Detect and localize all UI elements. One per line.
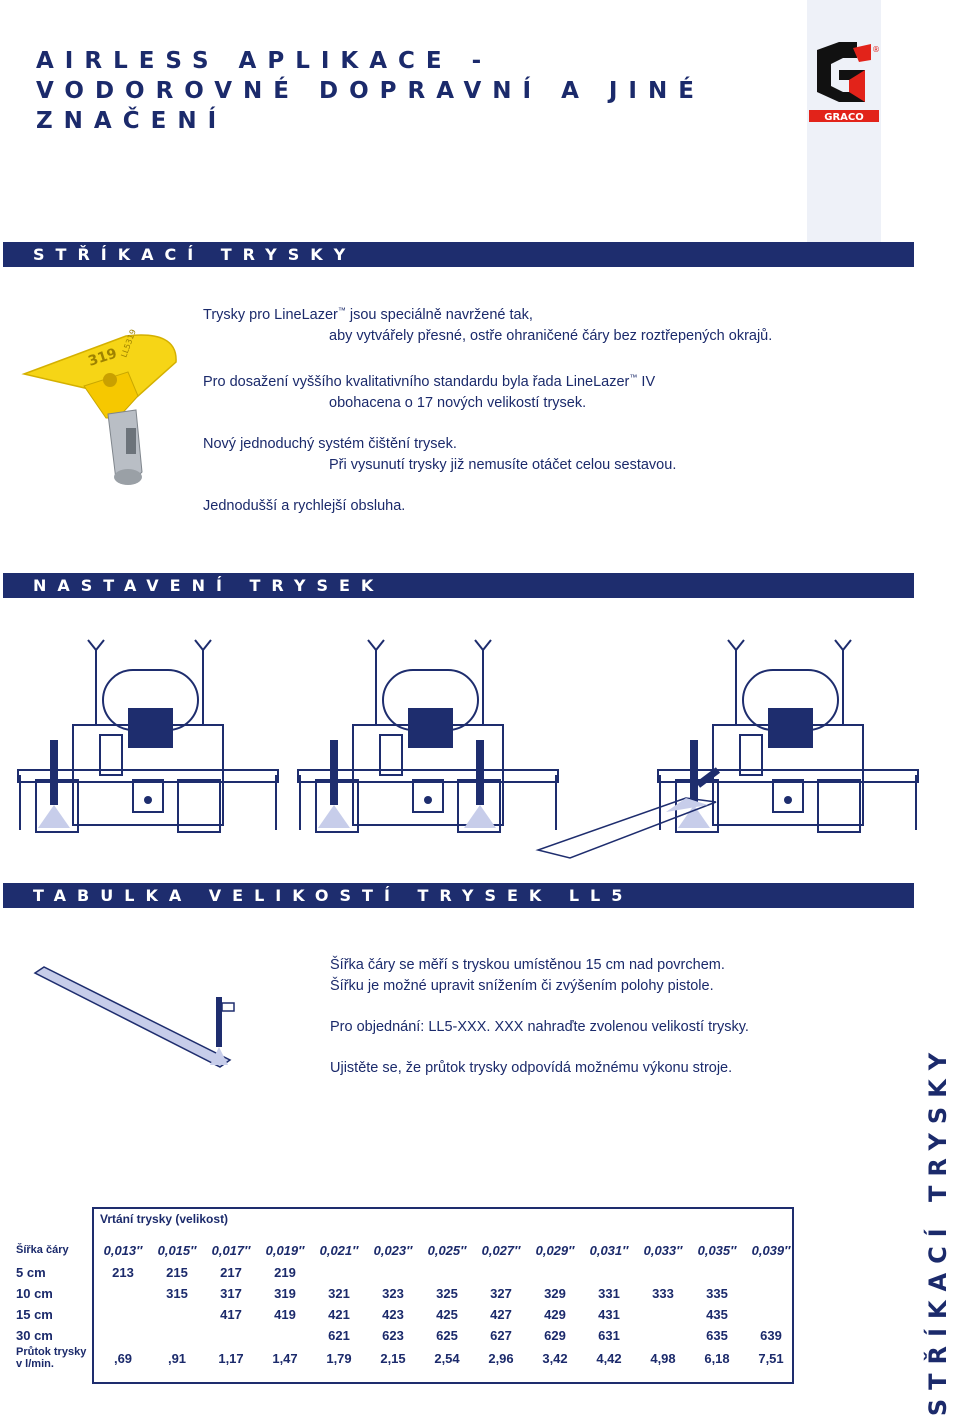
col-header: 0,013″ (103, 1242, 143, 1258)
table-cell: 621 (328, 1328, 350, 1343)
table-cell: 315 (166, 1286, 188, 1301)
table-cell (636, 1262, 690, 1283)
flow-label (14, 1346, 96, 1370)
info-line-2: Šířku je možné upravit snížením či zvýšením polohy pistole. (330, 978, 714, 994)
table-cell: 435 (706, 1307, 728, 1322)
col-header: 0,039″ (751, 1242, 791, 1258)
table-cell: 327 (490, 1286, 512, 1301)
table-cell: 625 (436, 1328, 458, 1343)
section-bar-table: TABULKA VELIKOSTÍ TRYSEK LL5 (3, 883, 914, 908)
flow-label-2: v l/min. (16, 1358, 54, 1370)
table-cell (366, 1262, 420, 1283)
table-cell (420, 1262, 474, 1283)
table-cell (96, 1325, 150, 1346)
table-cell: 417 (220, 1307, 242, 1322)
intro-p4: Jednodušší a rychlejší obsluha. (203, 497, 406, 514)
table-cell (528, 1262, 582, 1283)
title-line-3: ZNAČENÍ (36, 108, 228, 134)
graco-logo (809, 40, 879, 122)
flow-cell: 7,51 (758, 1350, 784, 1366)
table-row (14, 1283, 798, 1304)
col-header: 0,023″ (373, 1242, 413, 1258)
table-cell (96, 1283, 150, 1304)
intro-p2c: obohacena o 17 nových velikostí trysek. (329, 394, 587, 411)
trademark: ™ (337, 306, 346, 315)
intro-p1c: aby vytvářely přesné, ostře ohraničené čáry bez roztřepených okrajů. (329, 327, 773, 344)
table-cell: 419 (274, 1307, 296, 1322)
flow-cell: ,91 (167, 1350, 187, 1366)
info-line-4: Ujistěte se, že průtok trysky odpovídá možnému výkonu stroje. (330, 1060, 733, 1076)
tip-size-table (14, 1238, 798, 1370)
logo-text: GRACO (824, 112, 864, 123)
flow-cell: 4,98 (650, 1350, 676, 1366)
table-cell: 215 (166, 1265, 188, 1280)
intro-text (203, 300, 772, 517)
table-row (14, 1262, 798, 1283)
table-cell: 429 (544, 1307, 566, 1322)
flow-cell: 2,96 (488, 1350, 514, 1366)
tip-label-side: LL5319 (119, 328, 138, 359)
table-cell: 319 (274, 1286, 296, 1301)
table-cell: 431 (598, 1307, 620, 1322)
table-cell (636, 1304, 690, 1325)
intro-p1b: jsou speciálně navržené tak, (345, 306, 533, 323)
section-bar-setup: NASTAVENÍ TRYSEK (3, 573, 914, 598)
table-cell: 335 (706, 1286, 728, 1301)
row-label-header: Šířka čáry (16, 1244, 69, 1256)
table-cell: 423 (382, 1307, 404, 1322)
table-cell (474, 1262, 528, 1283)
table-cell (312, 1262, 366, 1283)
flow-cell: 6,18 (704, 1350, 730, 1366)
col-header: 0,019″ (265, 1242, 305, 1258)
table-cell: 623 (382, 1328, 404, 1343)
registered-mark: ® (872, 45, 880, 54)
intro-p2a: Pro dosažení vyššího kvalitativního standardu byla řada LineLazer (203, 373, 630, 390)
title-line-2: VODOROVNÉ DOPRAVNÍ A JINÉ (36, 78, 705, 104)
table-cell (690, 1262, 744, 1283)
page-title (36, 46, 705, 136)
flow-cell: 3,42 (542, 1350, 568, 1366)
flow-cell: 1,47 (272, 1350, 298, 1366)
table-cell: 635 (706, 1328, 728, 1343)
col-header: 0,025″ (427, 1242, 467, 1258)
spray-tip-illustration (18, 322, 188, 497)
table-header-label: Vrtání trysky (velikost) (100, 1212, 229, 1226)
table-cell (96, 1304, 150, 1325)
col-header: 0,031″ (589, 1242, 629, 1258)
machine-setup-illustrations (18, 630, 938, 860)
table-row (14, 1304, 798, 1325)
table-cell (582, 1262, 636, 1283)
table-cell: 329 (544, 1286, 566, 1301)
title-line-1: AIRLESS APLIKACE - (36, 48, 493, 74)
row-label: 15 cm (16, 1307, 53, 1322)
side-label: STŘÍKACÍ TRYSKY (924, 1043, 952, 1416)
flow-cell: 4,42 (596, 1350, 622, 1366)
line-width-illustration (30, 965, 280, 1070)
table-header-row (14, 1238, 798, 1262)
table-cell: 421 (328, 1307, 350, 1322)
table-row (14, 1325, 798, 1346)
table-cell: 331 (598, 1286, 620, 1301)
info-line-1: Šířka čáry se měří s tryskou umístěnou 15 cm nad povrchem. (330, 957, 725, 973)
col-header: 0,021″ (319, 1242, 359, 1258)
info-line-3: Pro objednání: LL5-XXX. XXX nahraďte zvolenou velikostí trysky. (330, 1019, 749, 1035)
table-cell: 213 (112, 1265, 134, 1280)
table-cell (744, 1304, 798, 1325)
table-cell (636, 1325, 690, 1346)
flow-label-1: Průtok trysky (16, 1346, 87, 1358)
table-cell: 631 (598, 1328, 620, 1343)
flow-cell: 1,79 (326, 1350, 352, 1366)
table-cell (204, 1325, 258, 1346)
table-cell (744, 1283, 798, 1304)
flow-cell: 2,15 (380, 1350, 406, 1366)
table-cell: 629 (544, 1328, 566, 1343)
table-cell (744, 1262, 798, 1283)
flow-cell: 1,17 (218, 1350, 244, 1366)
table-cell: 425 (436, 1307, 458, 1322)
table-cell (258, 1325, 312, 1346)
flow-cell: ,69 (113, 1350, 133, 1366)
table-cell: 321 (328, 1286, 350, 1301)
intro-p3a: Nový jednoduchý systém čištění trysek. (203, 435, 457, 452)
table-cell: 325 (436, 1286, 458, 1301)
table-cell: 639 (760, 1328, 782, 1343)
col-header: 0,033″ (643, 1242, 683, 1258)
col-header: 0,027″ (481, 1242, 521, 1258)
table-cell: 323 (382, 1286, 404, 1301)
table-cell (150, 1325, 204, 1346)
table-cell: 217 (220, 1265, 242, 1280)
table-cell (150, 1304, 204, 1325)
row-label: 5 cm (16, 1265, 46, 1280)
col-header: 0,017″ (211, 1242, 251, 1258)
ordering-info (330, 955, 749, 1079)
intro-p1a: Trysky pro LineLazer (203, 306, 338, 323)
col-header: 0,029″ (535, 1242, 575, 1258)
col-header: 0,035″ (697, 1242, 737, 1258)
intro-p2b: IV (637, 373, 656, 390)
flow-cell: 2,54 (434, 1350, 460, 1366)
table-cell: 627 (490, 1328, 512, 1343)
section-bar-tips: STŘÍKACÍ TRYSKY (3, 242, 914, 267)
intro-p3b: Při vysunutí trysky již nemusíte otáčet celou sestavou. (329, 456, 677, 473)
table-cell: 317 (220, 1286, 242, 1301)
row-label: 10 cm (16, 1286, 53, 1301)
table-cell: 219 (274, 1265, 296, 1280)
flow-row (14, 1346, 798, 1370)
table-cell: 333 (652, 1286, 674, 1301)
table-cell: 427 (490, 1307, 512, 1322)
row-label: 30 cm (16, 1328, 53, 1343)
col-header: 0,015″ (157, 1242, 197, 1258)
tip-label-main: 319 (86, 345, 120, 370)
trademark: ™ (629, 372, 638, 382)
